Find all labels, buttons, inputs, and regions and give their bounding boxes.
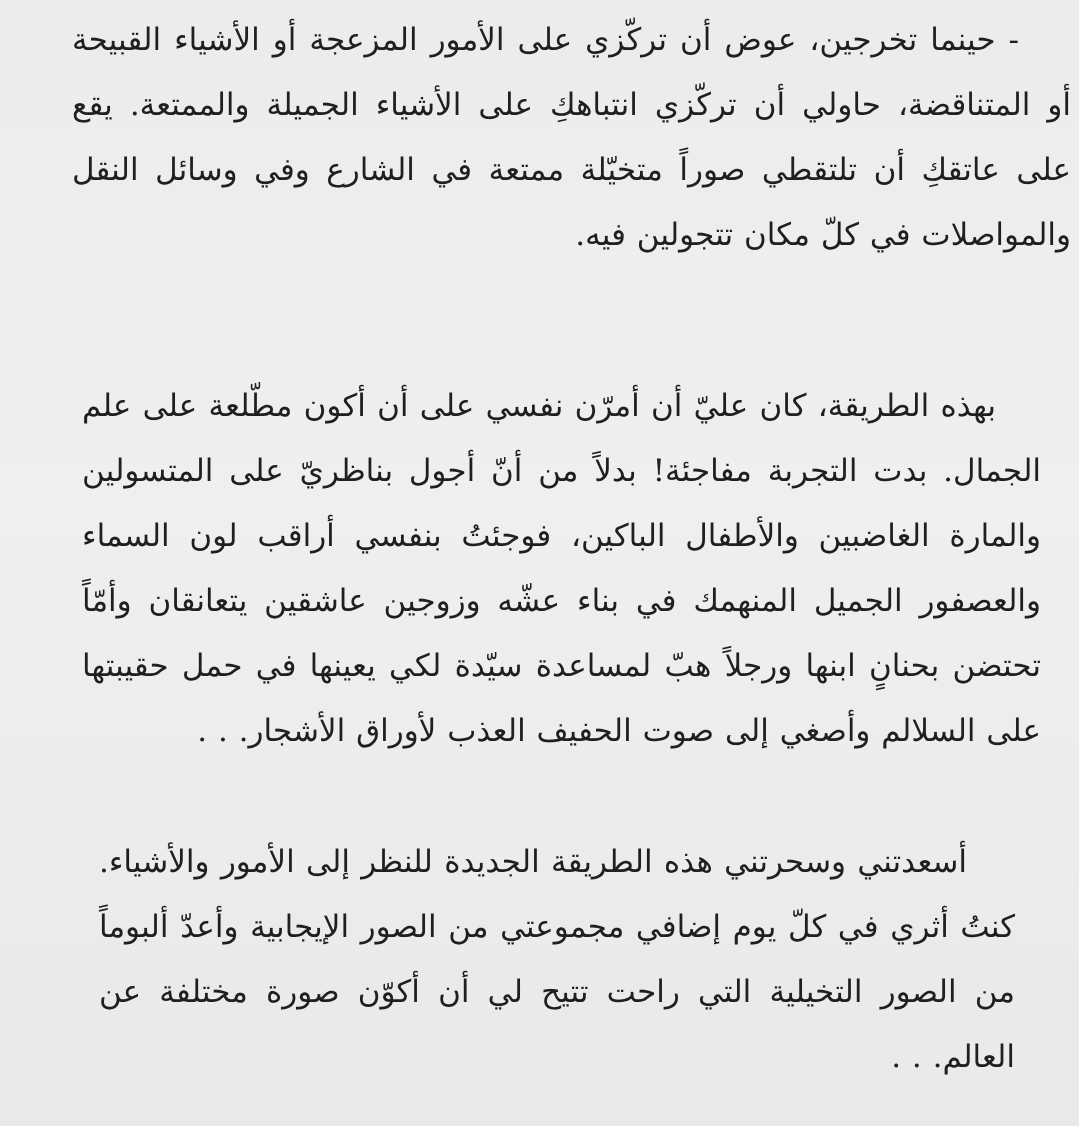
paragraph-1: - حينما تخرجين، عوض أن تركّزي على الأمور المزعجة أو الأشياء القبيحة أو المتناقضة، حاولي أن تركّزي انتباهكِ على الأشياء الجميلة والممتعة. يقع على عاتقكِ أن تلتقطي صوراً متخيّلة ممتعة في الشارع وفي وسائل النقل والمواصلات في كلّ مكان تتجولين فيه. (72, 22, 1071, 253)
paragraph-2: بهذه الطريقة، كان عليّ أن أمرّن نفسي على أن أكون مطّلعة على علم الجمال. بدت التجربة مفاجئة! بدلاً من أنّ أجول بناظريّ على المتسولين والمارة الغاضبين والأطفال الباكين، فوجئتُ بنفسي أراقب لون السماء والعصفور الجميل المنهمك في بناء عشّه وزوجين عاشقين يتعانقان وأمّاً تحتضن بحنانٍ ابنها ورجلاً هبّ لمساعدة سيّدة لكي يعينها في حمل حقيبتها على السلالم وأصغي إلى صوت الحفيف العذب لأوراق الأشجار. . . (82, 388, 1041, 749)
paragraph-3: أسعدتني وسحرتني هذه الطريقة الجديدة للنظر إلى الأمور والأشياء. كنتُ أثري في كلّ يوم إضافي مجموعتي من الصور الإيجابية وأعدّ ألبوماً من الصور التخيلية التي راحت تتيح لي أن أكوّن صورة مختلفة عن العالم. . . (99, 844, 1015, 1075)
